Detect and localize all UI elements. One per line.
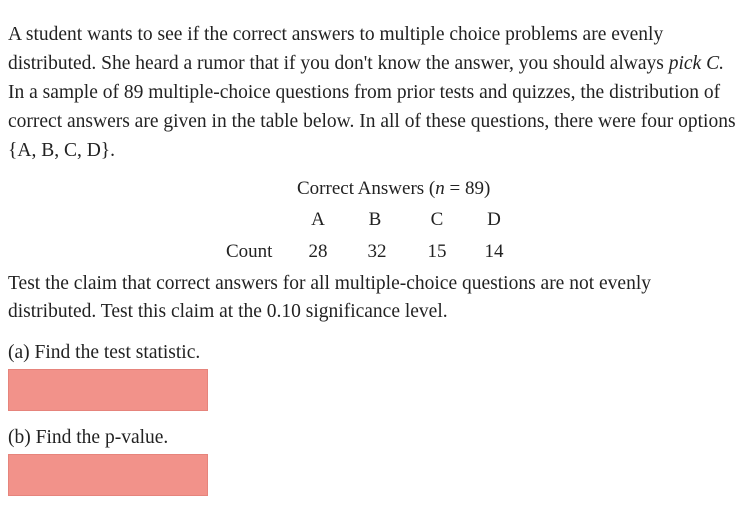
- question-b-label: (b) Find the p-value.: [8, 427, 169, 448]
- intro-text-end: In a sample of 89 multiple-choice questions from prior tests and quizzes, the distribution of correct answers are given in the table below. In all of these questions, there were four options {A, B, C, D}.: [8, 82, 736, 161]
- intro-text-start: A student wants to see if the correct answers to multiple choice problems are evenly distributed. She heard a rumor that if you don't know the answer, you should always: [8, 24, 669, 74]
- table-header-d: D: [487, 209, 501, 230]
- table-row-label-count: Count: [226, 241, 273, 262]
- table-title-variable: n: [435, 178, 445, 199]
- table-cell-count-a: 28: [308, 241, 328, 262]
- table-header-b: B: [368, 209, 382, 230]
- claim-text: Test the claim that correct answers for all multiple-choice questions are not evenly distributed. Test this claim at the 0.10 significance level.: [8, 273, 651, 322]
- intro-italic-phrase: pick C.: [668, 53, 724, 74]
- table-title: Correct Answers (n = 89): [297, 178, 491, 199]
- answer-a-input[interactable]: [8, 369, 208, 411]
- table-header-c: C: [430, 209, 444, 230]
- table-cell-count-c: 15: [427, 241, 447, 262]
- table-header-a: A: [311, 209, 325, 230]
- table-cell-count-d: 14: [484, 241, 504, 262]
- answer-b-input[interactable]: [8, 454, 208, 496]
- problem-intro: [8, 20, 738, 165]
- question-a-label: (a) Find the test statistic.: [8, 342, 201, 363]
- table-cell-count-b: 32: [367, 241, 387, 262]
